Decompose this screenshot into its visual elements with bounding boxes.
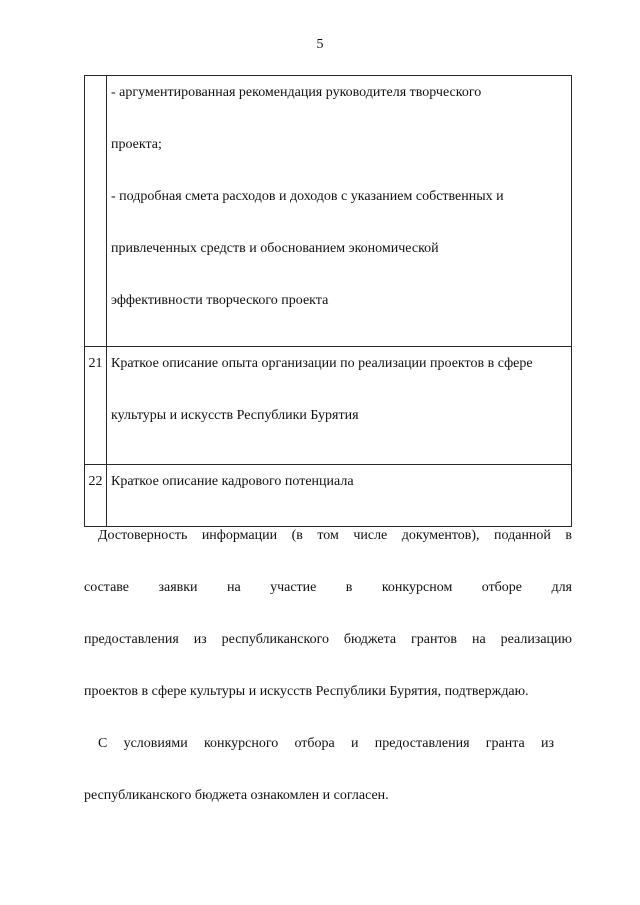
paragraph-line: С условиями конкурсного отбора и предоставления гранта из [98,736,554,751]
row-number-cell [85,347,107,465]
table-row [85,76,572,347]
cell-text-line: проекта; [111,137,162,152]
table-row [85,465,572,527]
paragraph-line: проектов в сфере культуры и искусств Республики Бурятия, подтверждаю. [84,684,529,699]
page-number: 5 [316,37,324,52]
paragraph-line: составе заявки на участие в конкурсном отборе для [84,580,572,595]
cell-text-line: культуры и искусств Республики Бурятия [111,408,359,423]
cell-text-line: привлеченных средств и обоснованием экономической [111,241,439,256]
paragraph-line: республиканского бюджета ознакомлен и согласен. [84,788,389,803]
row-content-cell [107,76,572,347]
paragraph-line: Достоверность информации (в том числе документов), поданной в [98,528,572,543]
row-number-cell [85,76,107,347]
cell-text-line: эффективности творческого проекта [111,293,329,308]
row-number: 22 [88,474,103,489]
cell-text-line: Краткое описание опыта организации по реализации проектов в сфере [111,356,533,371]
paragraph-line: предоставления из республиканского бюджета грантов на реализацию [84,632,572,647]
row-number-cell [85,465,107,527]
row-content-cell [107,347,572,465]
row-number: 21 [88,356,103,371]
cell-text-line: - аргументированная рекомендация руководителя творческого [111,85,482,100]
table-row [85,347,572,465]
cell-text-line: - подробная смета расходов и доходов с указанием собственных и [111,189,504,204]
application-form-table [84,75,572,527]
cell-text-line: Краткое описание кадрового потенциала [111,474,354,489]
row-content-cell [107,465,572,527]
